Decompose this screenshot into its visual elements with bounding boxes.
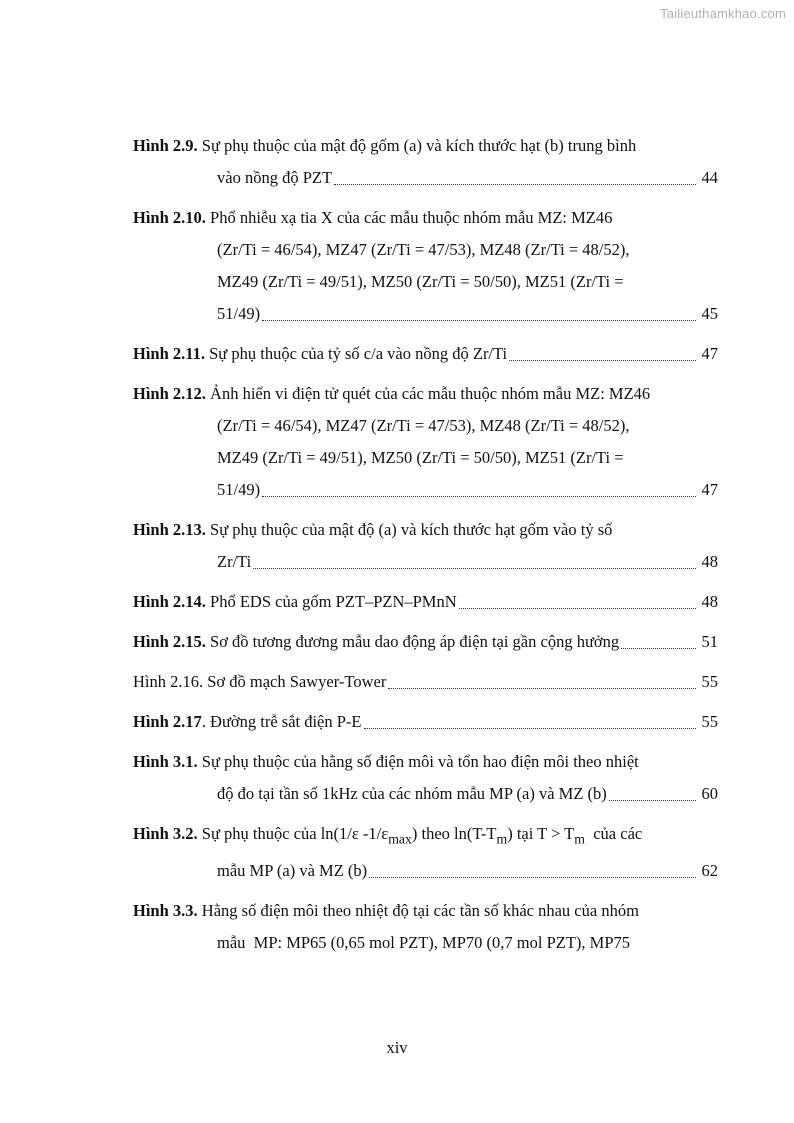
toc-entry-line — [133, 666, 718, 698]
toc-entry — [133, 626, 718, 658]
page-ref: 48 — [701, 592, 718, 611]
toc-entry-line — [133, 746, 718, 778]
figure-label: Hình 2.12. — [133, 384, 206, 403]
dot-leader — [609, 778, 696, 801]
figure-title: Sự phụ thuộc của mật độ gốm (a) và kích thước hạt (b) trung bình — [197, 136, 637, 155]
toc-entry-line — [133, 706, 718, 738]
list-of-figures — [133, 130, 718, 967]
figure-title: Phổ nhiễu xạ tia X của các mẫu thuộc nhóm mẫu MZ: MZ46 — [205, 208, 613, 227]
figure-label: Hình 2.16. — [133, 672, 204, 691]
page-number: xiv — [386, 1038, 408, 1057]
page-ref: 47 — [701, 480, 718, 499]
figure-title: Sơ đồ mạch Sawyer-Tower — [203, 672, 387, 691]
figure-title-continued: (Zr/Ti = 46/54), MZ47 (Zr/Ti = 47/53), MZ48 (Zr/Ti = 48/52), — [217, 240, 630, 259]
toc-entry-line — [133, 202, 718, 234]
toc-entry-line — [133, 546, 718, 578]
toc-entry-line — [133, 818, 718, 855]
toc-entry-line — [133, 514, 718, 546]
page-ref: 55 — [701, 672, 718, 691]
page-ref: 51 — [701, 632, 718, 651]
toc-entry-line — [133, 410, 718, 442]
page-ref: 60 — [701, 784, 718, 803]
figure-title: Hằng số điện môi theo nhiệt độ tại các tần số khác nhau của nhóm — [197, 901, 639, 921]
dot-leader — [364, 706, 696, 729]
toc-entry-line — [133, 586, 718, 618]
toc-entry-line — [133, 378, 718, 410]
dot-leader — [369, 855, 696, 878]
figure-title: Sự phụ thuộc của hằng số điện môi và tổn hao điện môi theo nhiệt — [197, 752, 639, 771]
toc-entry-line — [133, 474, 718, 506]
figure-label: Hình 3.1. — [133, 752, 198, 771]
dot-leader — [262, 298, 696, 321]
toc-entry — [133, 895, 718, 959]
toc-entry — [133, 378, 718, 506]
figure-label: Hình 2.11. — [133, 344, 205, 363]
dot-leader — [509, 338, 696, 361]
toc-entry-line — [133, 778, 718, 810]
page-ref: 55 — [701, 712, 718, 731]
toc-entry-line — [133, 442, 718, 474]
toc-entry-line — [133, 855, 718, 887]
figure-title-continued: mẫu MP: MP65 (0,65 mol PZT), MP70 (0,7 mol PZT), MP75 — [217, 933, 630, 953]
watermark-text: Tailieuthamkhao.com — [660, 6, 786, 21]
page-ref: 45 — [701, 304, 718, 323]
figure-label: Hình 2.10. — [133, 208, 206, 227]
toc-entry-line — [133, 338, 718, 370]
figure-label: Hình 2.13. — [133, 520, 206, 539]
toc-entry-line — [133, 895, 718, 927]
toc-entry — [133, 514, 718, 578]
dot-leader — [262, 474, 696, 497]
toc-entry — [133, 706, 718, 738]
figure-title: Sự phụ thuộc của tỷ số c/a vào nồng độ Zr/Ti — [205, 344, 508, 363]
figure-title-continued: mẫu MP (a) và MZ (b) — [217, 861, 368, 881]
figure-title: Sơ đồ tương đương mẫu dao động áp điện tại gần cộng hưởng — [205, 632, 620, 651]
figure-title: Ảnh hiển vi điện tử quét của các mẫu thuộc nhóm mẫu MZ: MZ46 — [205, 384, 651, 403]
dot-leader — [253, 546, 696, 569]
figure-title-continued: 51/49) — [217, 480, 261, 499]
page-ref: 62 — [701, 861, 718, 881]
toc-entry-line — [133, 266, 718, 298]
figure-label: Hình 3.2. — [133, 824, 198, 843]
figure-title-continued: Zr/Ti — [217, 552, 252, 571]
toc-entry-line — [133, 234, 718, 266]
toc-entry — [133, 666, 718, 698]
toc-entry-line — [133, 298, 718, 330]
dot-leader — [459, 586, 696, 609]
figure-title: . Đường trễ sắt điện P-E — [201, 712, 362, 731]
page-ref: 47 — [701, 344, 718, 363]
figure-label: Hình 3.3. — [133, 901, 198, 921]
figure-title-continued: MZ49 (Zr/Ti = 49/51), MZ50 (Zr/Ti = 50/50), MZ51 (Zr/Ti = — [217, 448, 624, 467]
dot-leader — [621, 626, 696, 649]
figure-title-continued: (Zr/Ti = 46/54), MZ47 (Zr/Ti = 47/53), MZ48 (Zr/Ti = 48/52), — [217, 416, 630, 435]
toc-entry — [133, 818, 718, 887]
figure-label: Hình 2.17 — [133, 712, 202, 731]
toc-entry — [133, 586, 718, 618]
figure-title-continued: MZ49 (Zr/Ti = 49/51), MZ50 (Zr/Ti = 50/50), MZ51 (Zr/Ti = — [217, 272, 624, 291]
figure-title: Sự phụ thuộc của ln(1/ε $-1/\varepsilon_{max}$) theo $\ln(T-T_m)$ tại $T > T_m$ của các — [197, 824, 643, 847]
figure-label: Hình 2.14. — [133, 592, 206, 611]
figure-title-continued: vào nồng độ PZT — [217, 168, 333, 187]
figure-title: Phổ EDS của gốm PZT–PZN–PMnN — [205, 592, 457, 611]
toc-entry — [133, 202, 718, 330]
toc-entry — [133, 338, 718, 370]
figure-label: Hình 2.15. — [133, 632, 206, 651]
figure-title-continued: độ đo tại tần số 1kHz của các nhóm mẫu MP (a) và MZ (b) — [217, 784, 607, 803]
toc-entry-line — [133, 162, 718, 194]
dot-leader — [334, 162, 696, 185]
toc-entry-line — [133, 927, 718, 959]
toc-entry-line — [133, 626, 718, 658]
figure-label: Hình 2.9. — [133, 136, 198, 155]
page-ref: 48 — [701, 552, 718, 571]
figure-title-continued: 51/49) — [217, 304, 261, 323]
dot-leader — [388, 666, 696, 689]
page-ref: 44 — [701, 168, 718, 187]
figure-title: Sự phụ thuộc của mật độ (a) và kích thước hạt gốm vào tỷ số — [205, 520, 613, 539]
toc-entry — [133, 746, 718, 810]
toc-entry — [133, 130, 718, 194]
toc-entry-line — [133, 130, 718, 162]
